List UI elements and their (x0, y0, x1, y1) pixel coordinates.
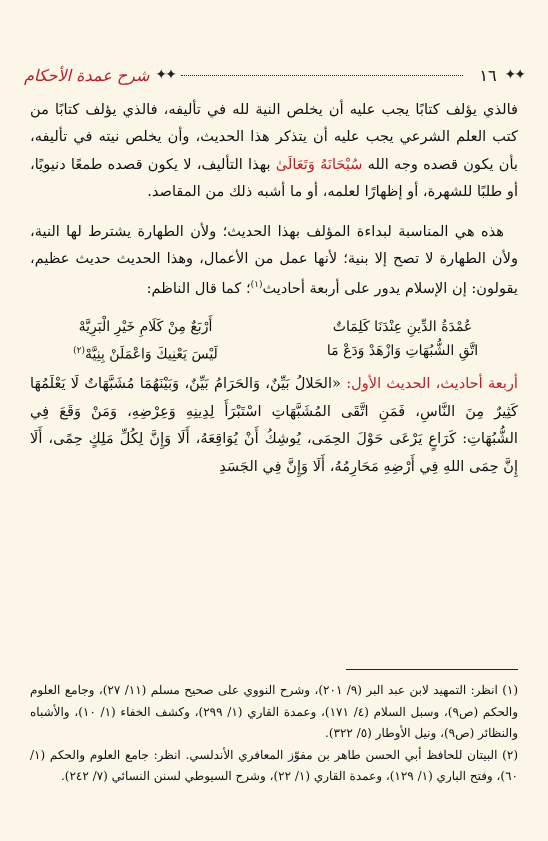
footnotes (30, 680, 518, 788)
page-header (24, 62, 524, 88)
paragraph-1-rest: بهذا التأليف، لا يكون قصده طمعًا دنيويًا، أو طلبًا للشهرة، أو إظهارًا لعلمه، أو ما أشبه ذلك من المقاصد. (30, 155, 518, 201)
footnote-2: (٢) البيتان للحافظ أبي الحسن طاهر بن مفوّز المعافري الأندلسي. انظر: جامع العلوم والحكم (١/ ٦٠)، وفتح الباري (١/ ١٢٩)، وعمدة القاري (١/ ٢٢)، وشرح السيوطي لسنن النسائي (٧/ ٢٤٢). (30, 747, 518, 784)
book-title: شرح عمدة الأحكام (24, 65, 150, 85)
ornament-right-icon: ✦✦ (504, 67, 524, 83)
paragraph-1 (30, 96, 518, 206)
paragraph-2 (30, 218, 518, 303)
poem (30, 315, 518, 367)
ornament-left-icon: ✦✦ (155, 67, 175, 83)
paragraph-1-text: فالذي يؤلف كتابًا يجب عليه أن يخلص النية لله في تأليفه، فالذي يؤلف كتابًا من كتب العلم الشرعي يجب عليه أن يتذكر هذا الحديث، وأن يخلص نيته في تأليفه، بأن يكون قصده وجه الله (30, 101, 519, 173)
hadith-paragraph (30, 370, 518, 480)
honorific: سُبْحَانَهُ وَتَعَالَىٰ (275, 155, 363, 173)
verse-2-second-text: لَيْسَ يَعْنِيكَ وَاعْمَلَنْ بِنِيَّهْ (84, 346, 218, 363)
poem-verse-1 (30, 315, 518, 339)
footnote-ref-2: (٢) (73, 345, 85, 356)
footnote-1: (١) انظر: التمهيد لابن عبد البر (٩/ ٢٠١)، وشرح النووي على صحيح مسلم (١١/ ٢٧)، وجامع العلوم والحكم (ص٩)، وسبل السلام (٤/ ١٧١)، وعمدة القاري (١/ ٢٩٩)، وكشف الخفاء (١/ ١٠)، والأشباه والنظائر (ص٩)، ونيل الأوطار (٥/ ٣٢٢). (30, 683, 519, 741)
hadith-intro: أربعة أحاديث، الحديث الأول: (346, 375, 518, 393)
verse-2-second-hemistich (36, 339, 255, 367)
paragraph-2-text: هذه هي المناسبة لبداءة المؤلف بهذا الحديث؛ ولأن الطهارة يشترط لها النية، ولأن الطهارة لا تصح إلا بنية؛ لأنها عمل من الأعمال، وهذا الحديث حديث عظيم، يقولون: إن الإسلام يدور على أربعة أحاديث (30, 222, 518, 298)
paragraph-2-end: ؛ كما قال الناظم: (146, 280, 251, 298)
header-rule (181, 75, 463, 76)
page-body (30, 96, 518, 492)
verse-2-first-hemistich: اتَّقِ الشُّبُهَاتِ وَازْهَدْ وَدَعْ مَا (326, 342, 479, 359)
verse-1-first-hemistich: عُمْدَةُ الدِّينِ عِنْدَنَا كَلِمَاتٌ (332, 318, 473, 335)
poem-verse-2 (30, 339, 518, 367)
footnote-ref-1: (١) (250, 280, 263, 291)
footnote-separator (346, 669, 518, 670)
hadith-text: «الحَلالُ بَيِّنٌ، وَالحَرَامُ بَيِّنٌ، وَبَيْنَهُمَا مُشَبَّهَاتٌ لَا يَعْلَمُهَا كَثِيرٌ مِنَ النَّاسِ، فَمَنِ اتَّقَى المُشَبَّهَاتِ اسْتَبْرَأَ لِدِينِهِ وَعِرْضِهِ، وَمَنْ وَقَعَ فِي الشُّبُهَاتِ: كَرَاعٍ يَرْعَى حَوْلَ الحِمَى، يُوشِكُ أَنْ يُوَاقِعَهُ، أَلَا وَإِنَّ لِكُلِّ مَلِكٍ حِمًى، أَلَا إِنَّ حِمَى اللهِ فِي أَرْضِهِ مَحَارِمُهُ، أَلَا وَإِنَّ فِي الجَسَدِ (30, 375, 518, 475)
page-number: ١٦ (479, 65, 497, 85)
verse-1-second-hemistich: أَرْبَعٌ مِنْ كَلَامِ خَيْرِ الْبَرِيَّهْ (78, 318, 213, 335)
